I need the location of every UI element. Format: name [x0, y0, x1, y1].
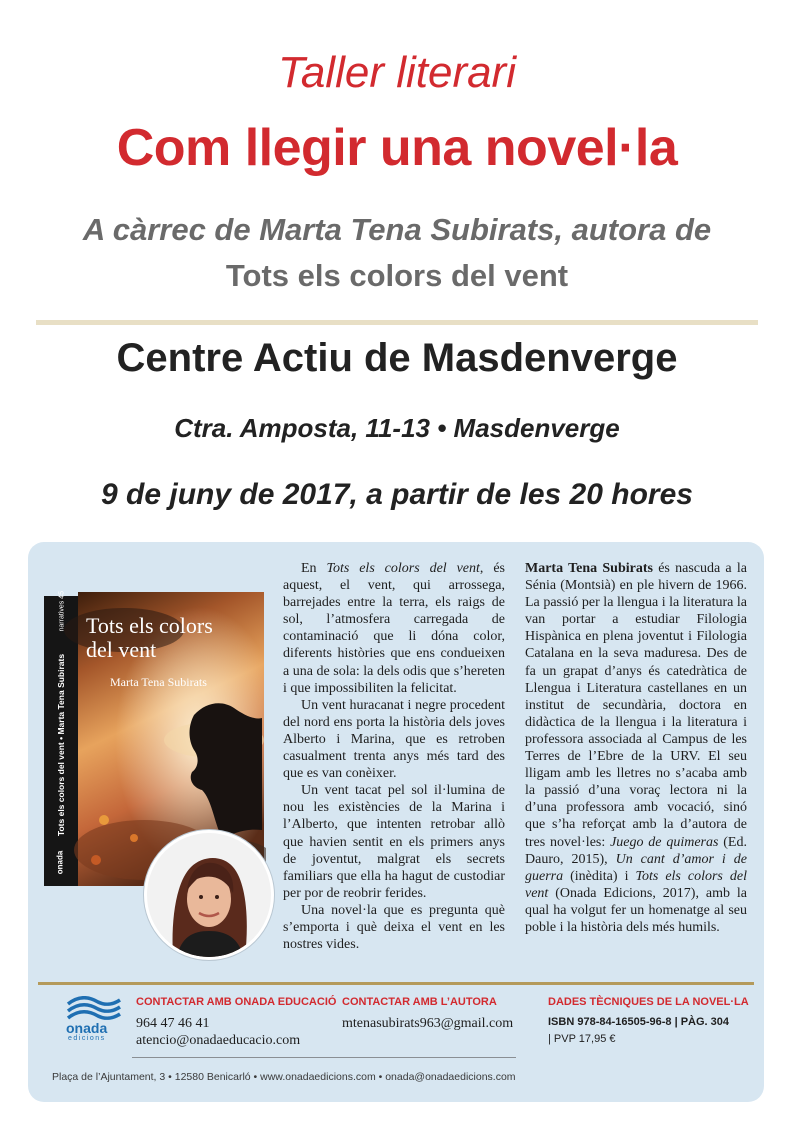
- logo-sub: edicions: [68, 1035, 106, 1042]
- author-photo: [147, 833, 271, 957]
- synopsis-p3: Un vent tacat pel sol il·lumina de nou les existències de la Marina i l’Alberto, que intenten retrobar allò que havien sentit en els primers anys de joventut, malgrat els secrets familiars que ella ha hagut de custodiar per por de reobrir ferides.: [283, 783, 505, 901]
- text-run: és nascuda a la Sénia (Montsià) en ple hivern de 1966. La passió per la llengua i la literatura la van portar a estudiar Filologia Hispànica en plena joventut i Filologia Catalana en la seva maduresa. Des de fa un grapat d’anys és catedràtica de Llengua i Literatura castellanes en un institut de secundària, doctora en didàctica de la llengua i la literatura i professora associada al Campus de les Terres de l’Ebre de la URV. El seu lligam amb les lletres no s’acaba amb la passió d’una voraç lectora ni la d’una professora amb vocació, sinó que s’ha reforçat amb la d’autora de tres novel·les:: [525, 561, 747, 850]
- book-spine-text: Tots els colors del vent • Marta Tena Subirats: [56, 653, 66, 837]
- synopsis-p4: Una novel·la que es pregunta què s’emporta i què deixa el vent en les nostres vides.: [283, 902, 505, 953]
- venue-address: Ctra. Amposta, 11-13 • Masdenverge: [174, 413, 620, 443]
- italic-text: Juego de quimeras: [610, 834, 719, 850]
- author-email[interactable]: mtenasubirats963@gmail.com: [342, 1016, 514, 1031]
- synopsis-p2: Un vent huracanat i negre procedent del nord ens porta la història dels joves Alberto i Marina, que es retroben casualment trenta anys més tard des que es van conèixer.: [283, 697, 505, 782]
- italic-text: Un cant d’amor i de guerra: [525, 851, 747, 884]
- book-author: Marta Tena Subirats: [110, 675, 207, 689]
- tech-price: | PVP 17,95 €: [548, 1033, 616, 1045]
- event-subtitle-line1: A càrrec de Marta Tena Subirats, autora de: [82, 212, 712, 247]
- publisher-address: Plaça de l’Ajuntament, 3 • 12580 Benicarló • www.onadaedicions.com • onada@onadaedicions.com: [52, 1071, 516, 1083]
- text-run: (inèdita) i: [563, 868, 636, 884]
- text-run: En: [301, 561, 327, 576]
- book-spine-series: narratives 45: [58, 591, 66, 632]
- tech-data-heading: DADES TÈCNIQUES DE LA NOVEL·LA: [548, 996, 749, 1008]
- publisher-contact-heading: CONTACTAR AMB ONADA EDUCACIÓ: [136, 996, 337, 1008]
- event-subtitle-line2: Tots els colors del vent: [225, 258, 569, 293]
- synopsis-column: [283, 560, 505, 953]
- event-datetime: 9 de juny de 2017, a partir de les 20 hores: [101, 478, 693, 511]
- author-bio-column: [525, 560, 747, 936]
- author-contact-heading: CONTACTAR AMB L’AUTORA: [342, 996, 497, 1008]
- text-run: (Ed. Dauro, 2015),: [525, 834, 747, 867]
- onada-logo: [64, 996, 124, 1042]
- synopsis-p1: [283, 560, 505, 697]
- book-spine-brand: onada: [55, 850, 65, 875]
- address-divider: [132, 1057, 516, 1058]
- header-divider: [36, 320, 758, 325]
- author-portrait: [144, 830, 274, 960]
- italic-text: Tots els colors del vent: [525, 868, 747, 901]
- footer-divider: [38, 982, 754, 985]
- text-run: , és aquest, el vent, qui arrossega, barrejades entre la terra, els raigs de sol, l’atmosfera carregada de contaminació que li dóna color, diferents històries que ens condueixen a una de sola: la dels odis que s’hereten i que impossibiliten la felicitat.: [283, 561, 505, 696]
- tech-isbn-pages: ISBN 978-84-16505-96-8 | PÀG. 304: [548, 1016, 730, 1028]
- book-title: Tots els colors del vent: [86, 613, 213, 662]
- logo-word: onada: [66, 1020, 108, 1036]
- publisher-phone[interactable]: 964 47 46 41: [136, 1016, 210, 1031]
- event-title: Com llegir una novel·la: [116, 119, 678, 177]
- venue-name: Centre Actiu de Masdenverge: [116, 336, 678, 380]
- bold-text: Marta Tena Subirats: [525, 561, 653, 576]
- event-kicker: Taller literari: [277, 48, 516, 97]
- wave-logo-icon: [64, 996, 124, 1022]
- publisher-email[interactable]: atencio@onadaeducacio.com: [136, 1033, 301, 1048]
- text-run: (Onada Edicions, 2017), amb la qual ha volgut fer un homenatge al seu poble i la història dels més humils.: [525, 885, 747, 935]
- author-bio: [525, 560, 747, 936]
- italic-text: Tots els colors del vent: [326, 561, 480, 576]
